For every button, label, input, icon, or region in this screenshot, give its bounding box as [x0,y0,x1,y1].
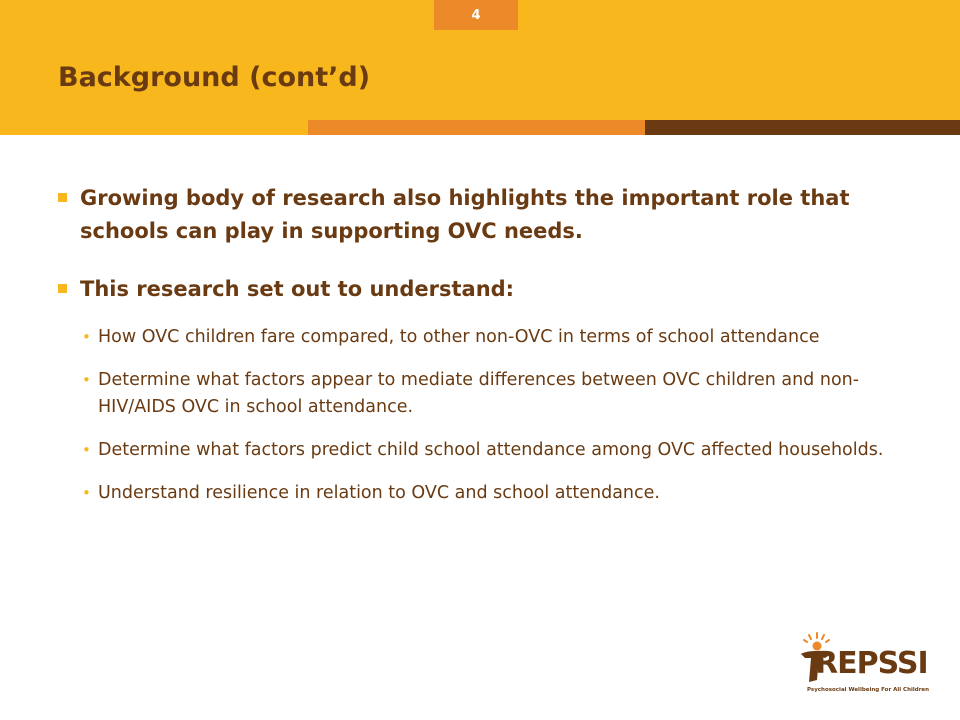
sub-bullet-item [80,324,918,351]
bullet-text: Growing body of research also highlights the important role that schools can play in supporting OVC needs. [80,186,850,243]
bullet-item [58,182,918,248]
sub-bullet-item [80,437,918,464]
logo-tagline: Psychosocial Wellbeing For All Children [807,687,930,693]
accent-stripe-orange [308,120,645,135]
repssi-logo [795,632,945,712]
bullet-text: This research set out to understand: [80,277,515,301]
logo-wordmark: REPSSI [815,646,928,681]
sub-bullet-text: Determine what factors appear to mediate differences between OVC children and non-HIV/AIDS OVC in school attendance. [98,370,860,417]
sub-bullet-text: Understand resilience in relation to OVC and school attendance. [98,483,660,503]
dot-bullet-icon: • [82,441,91,459]
slide-body [58,182,918,523]
dot-bullet-icon: • [82,328,91,346]
dot-bullet-icon: • [82,371,91,389]
accent-stripe-yellow [0,120,308,135]
page-number: 4 [434,0,518,30]
sub-bullet-item [80,367,918,421]
square-bullet-icon [58,193,67,202]
dot-bullet-icon: • [82,484,91,502]
bullet-item [58,273,918,306]
accent-stripe-brown [645,120,960,135]
header-banner [0,0,960,120]
sub-bullet-item [80,480,918,507]
square-bullet-icon [58,284,67,293]
sub-bullet-text: How OVC children fare compared, to other non-OVC in terms of school attendance [98,327,820,347]
sub-bullet-text: Determine what factors predict child school attendance among OVC affected households. [98,440,884,460]
slide-title: Background (cont’d) [58,62,371,93]
